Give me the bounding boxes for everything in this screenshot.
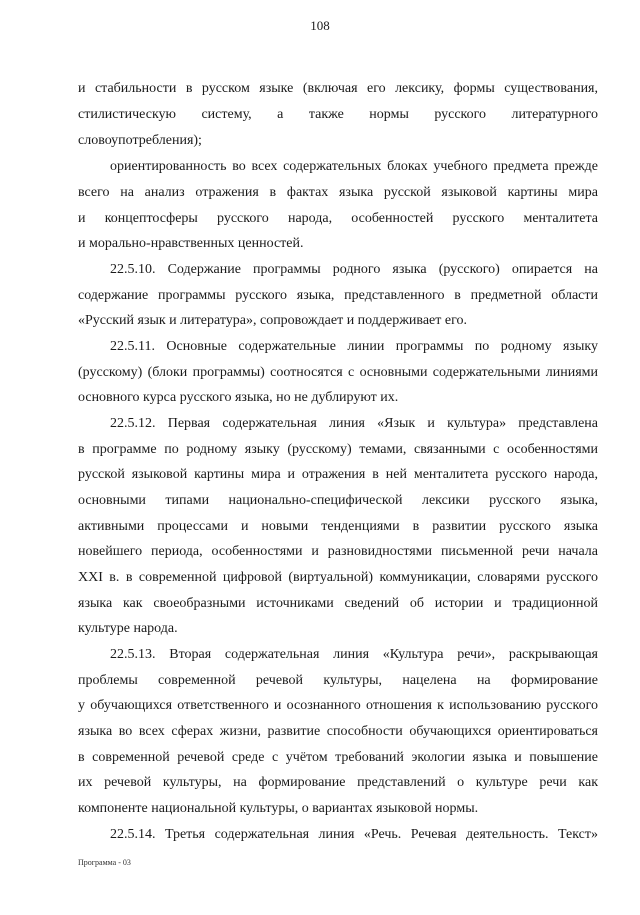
text-line: 22.5.14. Третья содержательная линия «Речь. Речевая деятельность. Текст» xyxy=(110,827,598,842)
text-line: основного курса русского языка, но не дублируют их. xyxy=(78,390,399,405)
text-line: и морально-нравственных ценностей. xyxy=(78,236,304,251)
text-line: языка как своеобразными источниками сведений об истории и традиционной xyxy=(78,596,598,611)
text-line: ориентированность во всех содержательных блоках учебного предмета прежде xyxy=(110,159,598,174)
text-line: «Русский язык и литература», сопровождает и поддерживает его. xyxy=(78,313,467,328)
text-line: культуре народа. xyxy=(78,621,178,636)
text-line: их речевой культуры, на формирование представлений о культуре речи как xyxy=(78,775,598,790)
text-line: языка во всех сферах жизни, развитие способности обучающихся ориентироваться xyxy=(78,724,598,739)
text-line: в современной речевой среде с учётом требований экологии языка и повышение xyxy=(78,750,598,765)
text-line: 22.5.11. Основные содержательные линии программы по родному языку xyxy=(110,339,598,354)
text-line: активными процессами и новыми тенденциями в развитии русского языка xyxy=(78,519,598,534)
text-line: русской языковой картины мира и отражения в ней менталитета русского народа, xyxy=(78,467,598,482)
text-line: компоненте национальной культуры, о вариантах языковой нормы. xyxy=(78,801,479,816)
text-line: в программе по родному языку (русскому) темами, связанными с особенностями xyxy=(78,442,598,457)
page-number: 108 xyxy=(310,18,330,33)
text-line: 22.5.10. Содержание программы родного языка (русского) опирается на xyxy=(110,262,598,277)
footer-label: Программа - 03 xyxy=(78,858,131,867)
text-line: у обучающихся ответственного и осознанного отношения к использованию русского xyxy=(78,698,598,713)
text-line: новейшего периода, особенностями и разновидностями письменной речи начала xyxy=(78,544,598,559)
text-line: стилистическую систему, а также нормы русского литературного xyxy=(78,107,598,122)
text-line: и концептосферы русского народа, особенностей русского менталитета xyxy=(78,211,598,226)
text-line: основными типами национально-специфической лексики русского языка, xyxy=(78,493,598,508)
text-line: 22.5.12. Первая содержательная линия «Язык и культура» представлена xyxy=(110,416,598,431)
text-line: проблемы современной речевой культуры, нацелена на формирование xyxy=(78,673,598,688)
text-line: содержание программы русского языка, представленного в предметной области xyxy=(78,288,598,303)
text-line: словоупотребления); xyxy=(78,133,202,148)
text-line: 22.5.13. Вторая содержательная линия «Культура речи», раскрывающая xyxy=(110,647,598,662)
text-line: всего на анализ отражения в фактах языка русской языковой картины мира xyxy=(78,185,598,200)
text-line: XXI в. в современной цифровой (виртуальной) коммуникации, словарями русского xyxy=(78,570,598,585)
text-line: и стабильности в русском языке (включая его лексику, формы существования, xyxy=(78,81,598,96)
text-line: (русскому) (блоки программы) соотносятся с основными содержательными линиями xyxy=(78,365,598,380)
